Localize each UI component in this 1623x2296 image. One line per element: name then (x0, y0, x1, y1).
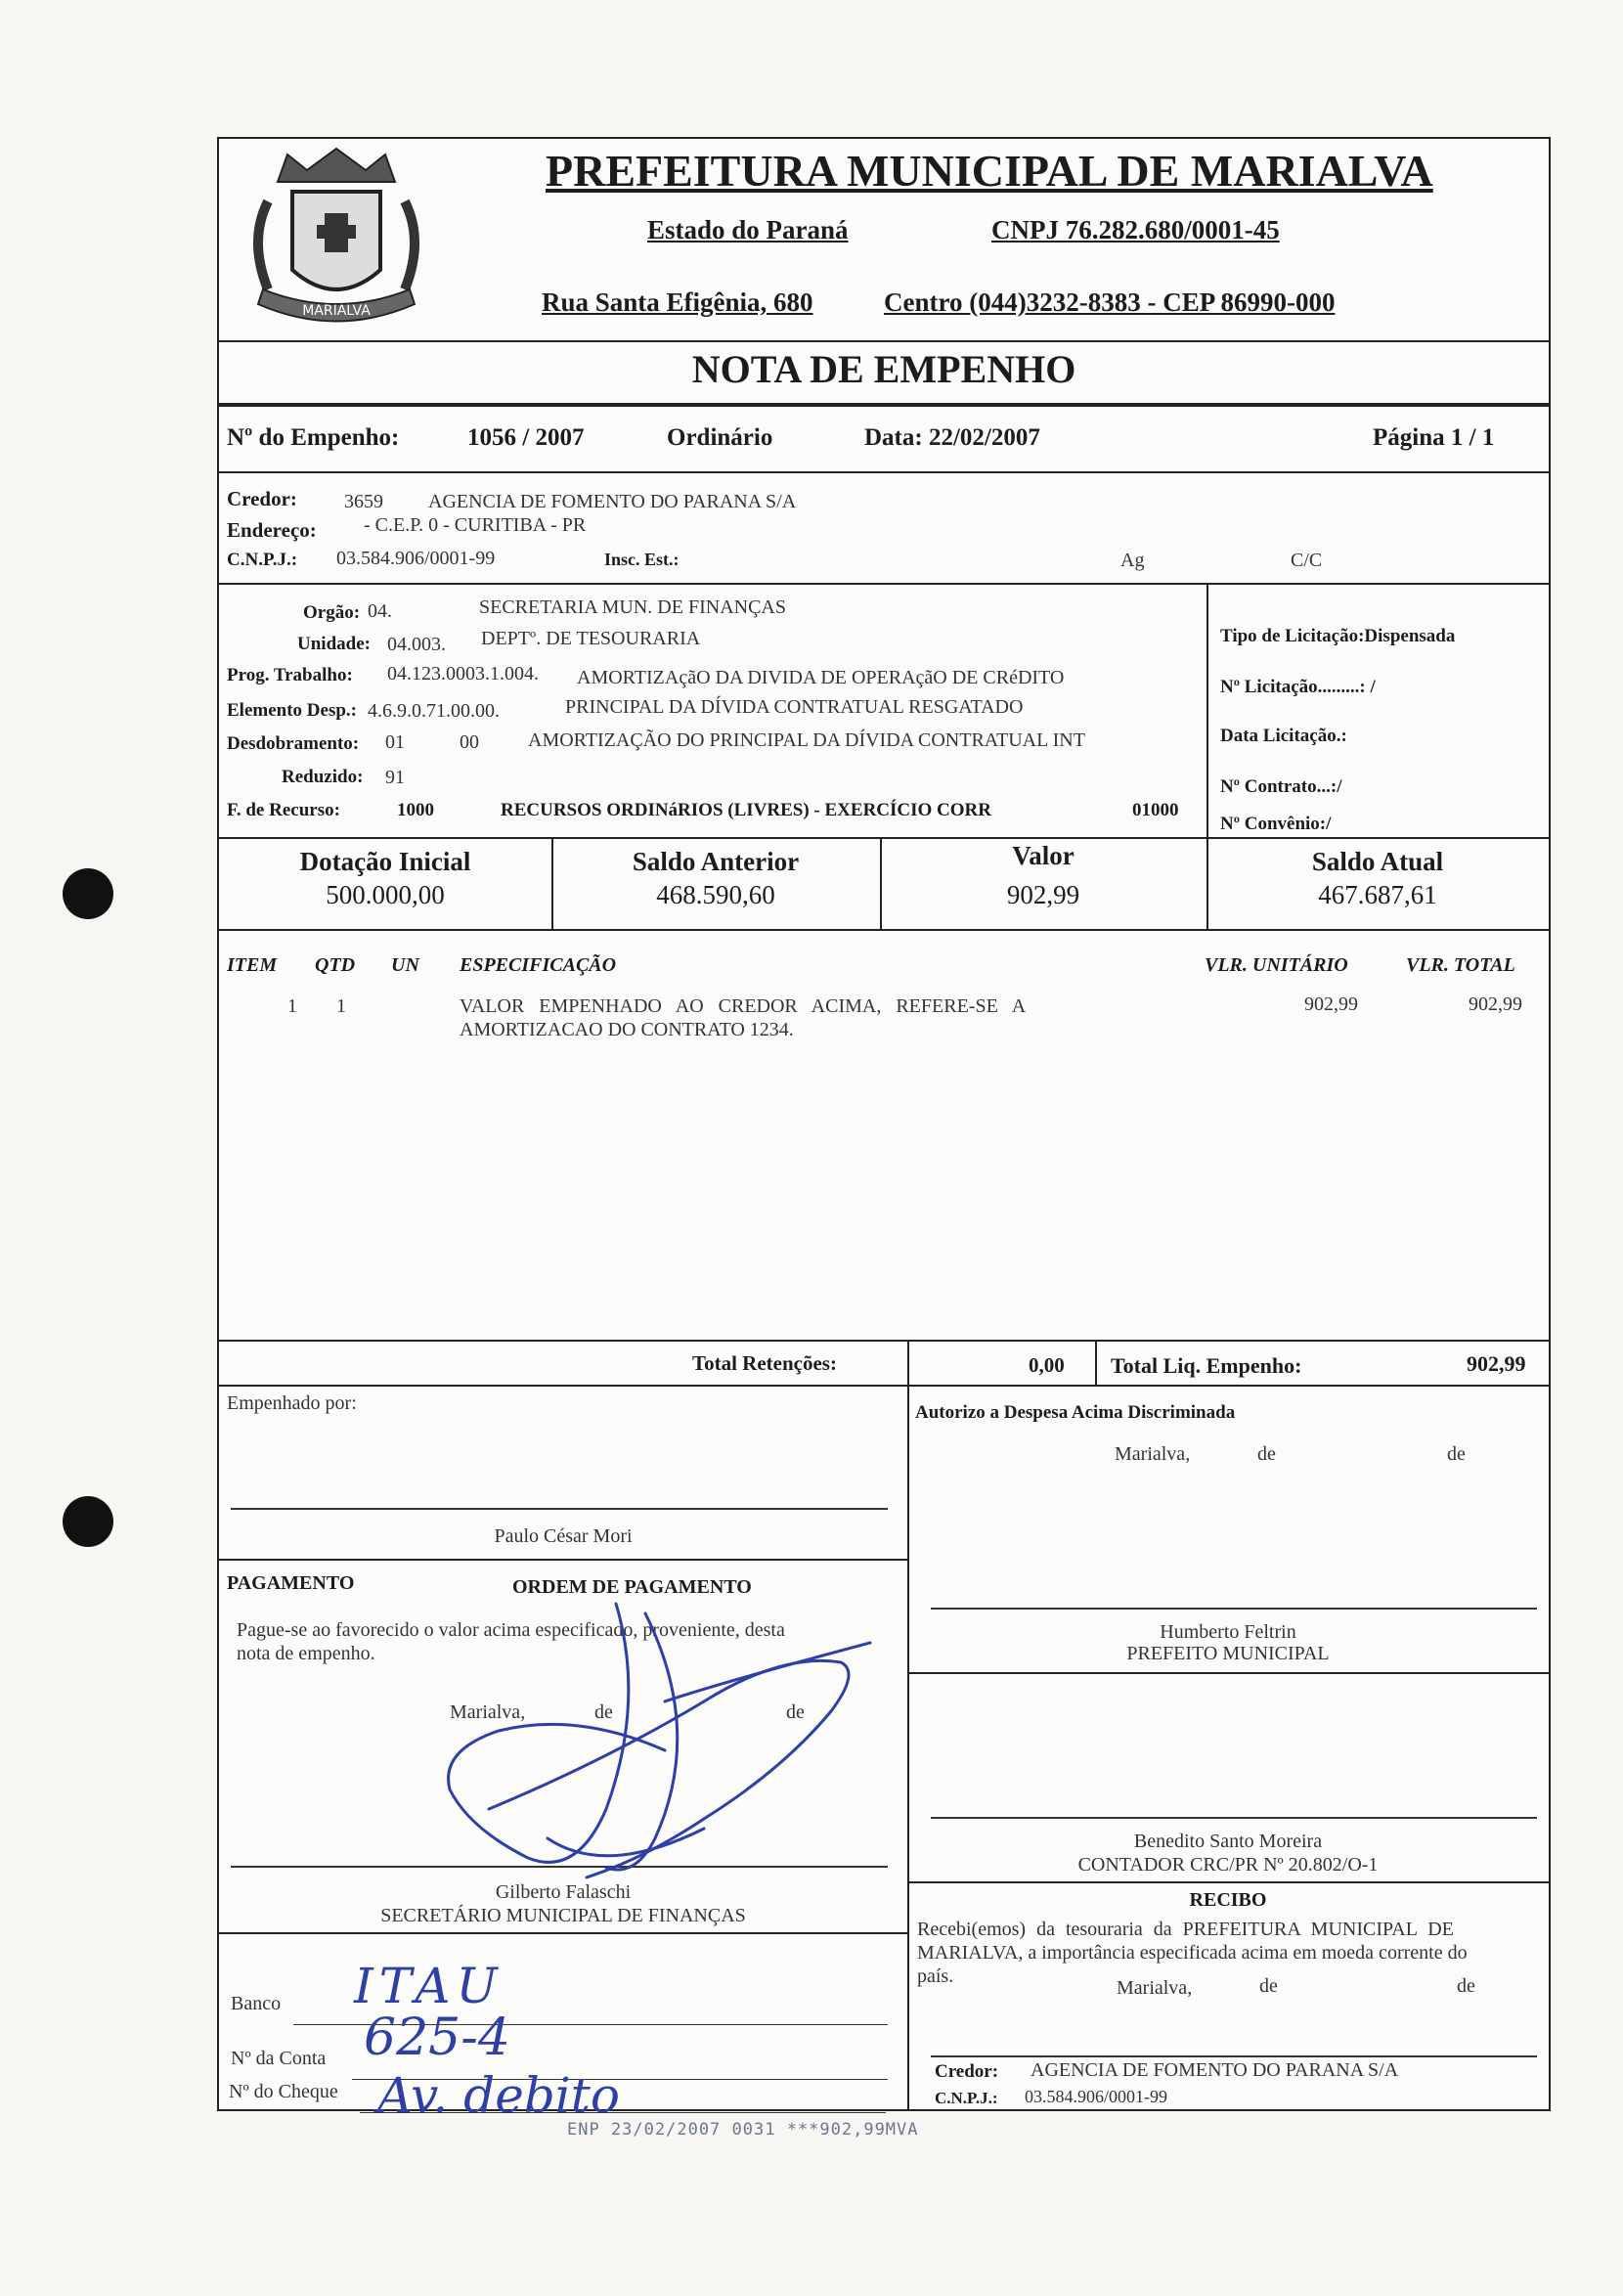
tipo-licitacao: Tipo de Licitação:Dispensada (1220, 626, 1456, 646)
unidade-code: 04.003. (387, 634, 446, 655)
empenhado-por-name: Paulo César Mori (494, 1525, 633, 1547)
conta-handwritten: 625-4 (364, 2009, 510, 2067)
cheque-label: Nº do Cheque (229, 2081, 338, 2102)
reduzido-value: 91 (385, 767, 405, 788)
total-retencoes-value: 0,00 (1029, 1353, 1065, 1377)
recibo-title: RECIBO (1189, 1889, 1267, 1911)
punch-hole-bottom (63, 1496, 113, 1547)
row-vlr-total: 902,99 (1469, 993, 1522, 1015)
recibo-cnpj: 03.584.906/0001-99 (1025, 2087, 1167, 2106)
credor-label: Credor: (227, 487, 297, 510)
empenho-type: Ordinário (667, 424, 773, 451)
right-city: Marialva, (1115, 1443, 1191, 1465)
total-liquido-value: 902,99 (1467, 1351, 1526, 1376)
svg-text:MARIALVA: MARIALVA (302, 303, 371, 319)
elemento-desp-name: PRINCIPAL DA DÍVIDA CONTRATUAL RESGATADO (565, 696, 1024, 718)
col-vlr-total: VLR. TOTAL (1406, 954, 1515, 976)
secretario-role: SECRETÁRIO MUNICIPAL DE FINANÇAS (380, 1905, 746, 1926)
row-vlr-unitario: 902,99 (1304, 993, 1358, 1015)
elemento-desp-code: 4.6.9.0.71.00.00. (368, 700, 500, 722)
header-contact: Centro (044)3232-8383 - CEP 86990-000 (884, 287, 1336, 317)
credor-cnpj: 03.584.906/0001-99 (336, 548, 496, 569)
credor-code: 3659 (344, 491, 383, 512)
elemento-desp-label: Elemento Desp.: (227, 700, 357, 721)
empenho-number-label: Nº do Empenho: (227, 424, 400, 451)
pague-se-line-1: Pague-se ao favorecido o valor acima especificado, proveniente, desta (237, 1619, 785, 1641)
unidade-name: DEPTº. DE TESOURARIA (481, 628, 701, 649)
credor-name: AGENCIA DE FOMENTO DO PARANA S/A (428, 491, 797, 512)
fonte-recurso-code-2: 01000 (1132, 800, 1179, 820)
fonte-recurso-label: F. de Recurso: (227, 800, 340, 820)
credor-cnpj-label: C.N.P.J.: (227, 550, 298, 570)
left-de-2: de (786, 1701, 805, 1723)
banco-handwritten: ITAU (354, 1958, 504, 2014)
ag-label: Ag (1120, 550, 1145, 571)
desdobramento-label: Desdobramento: (227, 733, 360, 754)
saldo-atual-value: 467.687,61 (1318, 880, 1437, 909)
secretario-name: Gilberto Falaschi (495, 1881, 632, 1903)
orgao-label: Orgão: (303, 602, 361, 623)
row-spec-line-1: VALOR EMPENHADO AO CREDOR ACIMA, REFERE-SE A (460, 995, 1027, 1017)
right-de-2: de (1447, 1443, 1466, 1465)
empenho-number: 1056 / 2007 (467, 424, 585, 451)
cheque-handwritten: Av. debito (377, 2067, 620, 2124)
orgao-code: 04. (368, 600, 392, 622)
col-item: ITEM (227, 954, 278, 976)
cc-label: C/C (1291, 550, 1323, 571)
numero-convenio: Nº Convênio:/ (1220, 814, 1332, 834)
ordem-pagamento-label: ORDEM DE PAGAMENTO (512, 1576, 752, 1598)
recibo-city: Marialva, (1117, 1977, 1193, 1999)
saldo-atual-label: Saldo Atual (1311, 847, 1444, 876)
row-item: 1 (287, 995, 297, 1017)
banco-label: Banco (231, 1993, 282, 2014)
prog-trabalho-name: AMORTIZAçãO DA DIVIDA DE OPERAçãO DE CRéDITO (577, 667, 1065, 688)
dotacao-inicial-value: 500.000,00 (326, 880, 445, 909)
recibo-cnpj-label: C.N.P.J.: (935, 2089, 998, 2107)
contador-name: Benedito Santo Moreira (1133, 1831, 1323, 1852)
header-state: Estado do Paraná (647, 215, 849, 244)
col-un: UN (391, 954, 419, 976)
data-licitacao: Data Licitação.: (1220, 726, 1347, 746)
row-qtd: 1 (336, 995, 346, 1017)
desdobramento-code-1: 01 (385, 731, 405, 753)
prog-trabalho-label: Prog. Trabalho: (227, 665, 353, 685)
doc-title: NOTA DE EMPENHO (691, 347, 1076, 391)
recibo-de-1: de (1259, 1975, 1278, 1997)
total-retencoes-label: Total Retenções: (692, 1351, 837, 1375)
header-address: Rua Santa Efigênia, 680 (542, 287, 813, 317)
left-city: Marialva, (450, 1701, 526, 1723)
col-vlr-unitario: VLR. UNITÁRIO (1205, 954, 1348, 976)
desdobramento-name: AMORTIZAÇÃO DO PRINCIPAL DA DÍVIDA CONTRATUAL INT (528, 729, 1085, 751)
col-especificacao: ESPECIFICAÇÃO (460, 954, 617, 976)
empenho-page: Página 1 / 1 (1373, 424, 1495, 451)
orgao-name: SECRETARIA MUN. DE FINANÇAS (479, 596, 786, 618)
recibo-credor-label: Credor: (935, 2061, 999, 2082)
endereco-label: Endereço: (227, 518, 317, 542)
left-de-1: de (594, 1701, 613, 1723)
insc-est-label: Insc. Est.: (604, 550, 680, 569)
desdobramento-code-2: 00 (460, 731, 479, 753)
recibo-line-1: Recebi(emos) da tesouraria da PREFEITURA MUNICIPAL DE (917, 1919, 1454, 1940)
fonte-recurso-name: RECURSOS ORDINáRIOS (LIVRES) - EXERCÍCIO CORR (501, 800, 991, 820)
contador-role: CONTADOR CRC/PR Nº 20.802/O-1 (1077, 1854, 1379, 1876)
autorizo-label: Autorizo a Despesa Acima Discriminada (915, 1402, 1236, 1423)
prefeito-role: PREFEITO MUNICIPAL (1126, 1643, 1330, 1664)
row-spec-line-2: AMORTIZACAO DO CONTRATO 1234. (460, 1019, 794, 1040)
saldo-anterior-value: 468.590,60 (656, 880, 775, 909)
dotacao-inicial-label: Dotação Inicial (299, 847, 471, 876)
fonte-recurso-code: 1000 (397, 800, 434, 820)
prog-trabalho-code: 04.123.0003.1.004. (387, 663, 539, 684)
authentication-stamp: ENP 23/02/2007 0031 ***902,99MVA (567, 2120, 919, 2140)
secretario-signature-ink (411, 1584, 880, 1897)
punch-hole-top (63, 868, 113, 919)
valor-value: 902,99 (1006, 880, 1080, 909)
prefeito-name: Humberto Feltrin (1160, 1621, 1296, 1643)
empenhado-por-label: Empenhado por: (227, 1392, 357, 1414)
recibo-line-2: MARIALVA, a importância especificada acima em moeda corrente do (917, 1942, 1468, 1964)
unidade-label: Unidade: (297, 634, 371, 654)
right-de-1: de (1257, 1443, 1276, 1465)
conta-label: Nº da Conta (231, 2048, 327, 2069)
col-qtd: QTD (315, 954, 356, 976)
numero-contrato: Nº Contrato...:/ (1220, 776, 1342, 797)
pagamento-label: PAGAMENTO (227, 1572, 355, 1594)
empenho-date: Data: 22/02/2007 (864, 424, 1040, 451)
recibo-credor-name: AGENCIA DE FOMENTO DO PARANA S/A (1031, 2059, 1399, 2081)
recibo-line-3: país. (917, 1965, 954, 1987)
recibo-de-2: de (1457, 1975, 1475, 1997)
saldo-anterior-label: Saldo Anterior (632, 847, 800, 876)
pague-se-line-2: nota de empenho. (237, 1643, 375, 1664)
valor-label: Valor (1012, 841, 1075, 870)
numero-licitacao: Nº Licitação.........: / (1220, 677, 1376, 697)
header-title: PREFEITURA MUNICIPAL DE MARIALVA (546, 146, 1433, 196)
municipal-crest-logo (239, 143, 434, 338)
total-liquido-label: Total Liq. Empenho: (1111, 1353, 1302, 1378)
header-cnpj: CNPJ 76.282.680/0001-45 (991, 215, 1280, 244)
credor-address: - C.E.P. 0 - CURITIBA - PR (364, 514, 587, 536)
reduzido-label: Reduzido: (282, 767, 364, 787)
